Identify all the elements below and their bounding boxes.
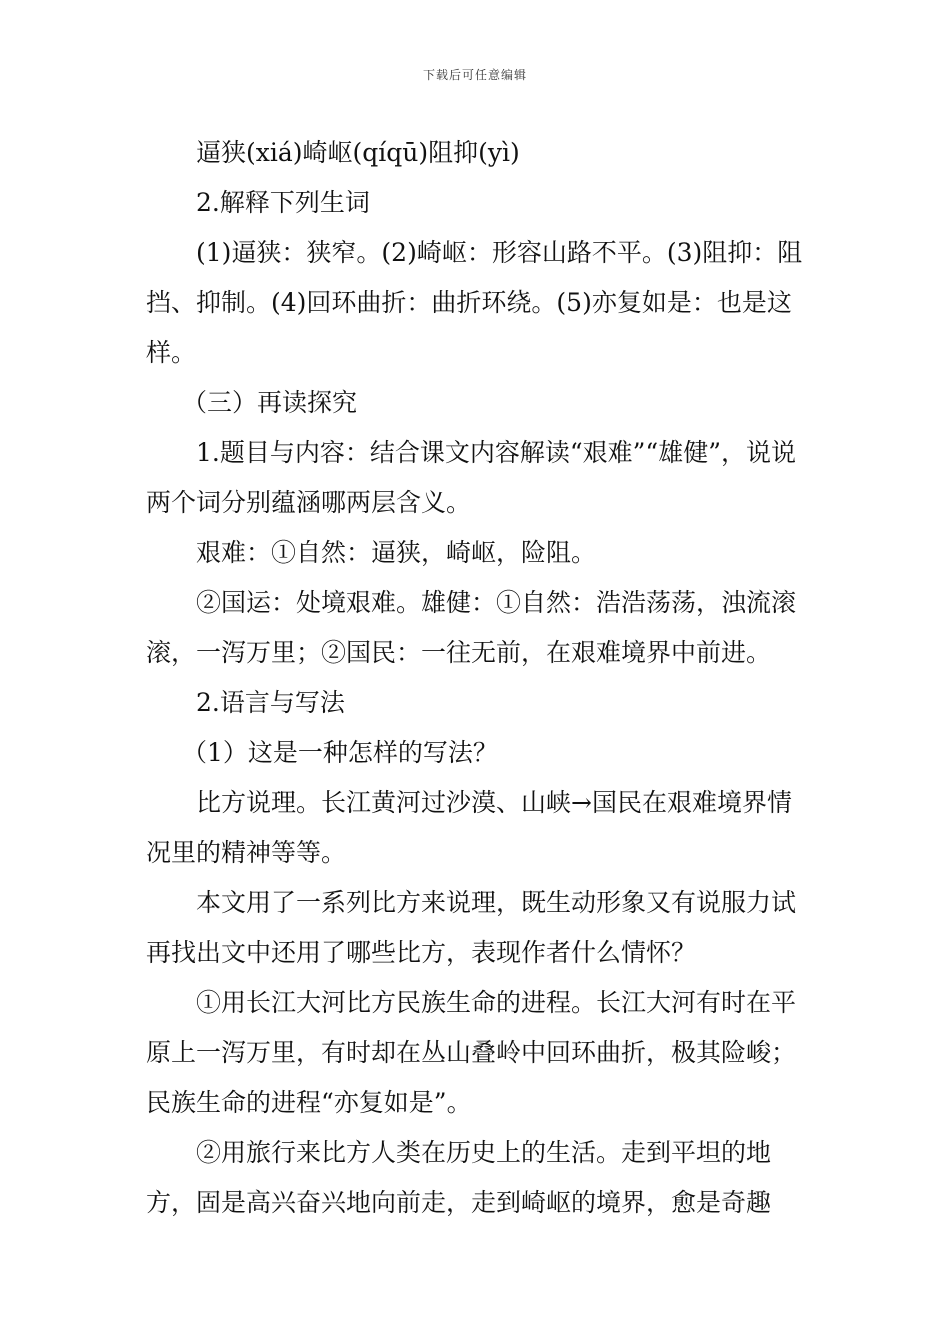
paragraph-question-writing-method: （1）这是一种怎样的写法？ xyxy=(182,738,498,767)
paragraph-word-definitions: (1)逼狭：狭窄。(2)崎岖：形容山路不平。(3)阻抑：阻挡、抑制。(4)回环曲折：曲折环绕。(5)亦复如是：也是这样。 xyxy=(146,238,803,367)
document-body xyxy=(146,128,810,1228)
paragraph-hardship-national: ②国运：处境艰难。雄健：①自然：浩浩荡荡，浊流滚滚，一泻万里；②国民：一往无前，在艰难境界中前进。 xyxy=(146,588,797,667)
paragraph-analogy-answer: 比方说理。长江黄河过沙漠、山峡→国民在艰难境界情况里的精神等等。 xyxy=(146,788,792,867)
paragraph-title-content-question: 1.题目与内容：结合课文内容解读“艰难”“雄健”，说说两个词分别蕴涵哪两层含义。 xyxy=(146,438,796,517)
paragraph-hardship-nature: 艰难：①自然：逼狭，崎岖，险阻。 xyxy=(196,538,597,567)
paragraph-analogy-river: ①用长江大河比方民族生命的进程。长江大河有时在平原上一泻万里，有时却在丛山叠岭中回环曲折，极其险峻；民族生命的进程“亦复如是”。 xyxy=(146,988,797,1117)
paragraph-heading-language: 2.语言与写法 xyxy=(196,688,345,717)
page-header-note: 下载后可任意编辑 xyxy=(422,68,527,82)
paragraph-pronunciation: 逼狭(xiá)崎岖(qíqū)阻抑(yì) xyxy=(196,138,520,167)
paragraph-analogy-question: 本文用了一系列比方来说理，既生动形象又有说服力试再找出文中还用了哪些比方，表现作者什么情怀？ xyxy=(146,888,797,967)
paragraph-section-reread: （三）再读探究 xyxy=(182,388,358,417)
paragraph-analogy-travel: ②用旅行来比方人类在历史上的生活。走到平坦的地方，固是高兴奋兴地向前走，走到崎岖的境界，愈是奇趣 xyxy=(146,1138,772,1217)
paragraph-heading-explain-words: 2.解释下列生词 xyxy=(196,188,370,217)
